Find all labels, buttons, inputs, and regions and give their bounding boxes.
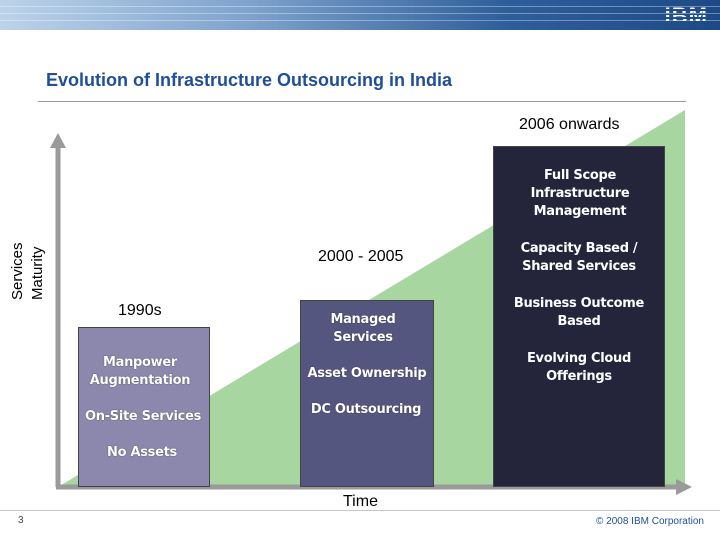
stage-item: No Assets	[107, 445, 177, 460]
era-label-1990s: 1990s	[118, 302, 162, 319]
stage-item: Asset Ownership	[307, 366, 427, 381]
page-title: Evolution of Infrastructure Outsourcing in India	[46, 70, 453, 90]
y-axis-label: Services Maturity	[9, 242, 46, 300]
stage-item: Capacity Based / Shared Services	[520, 241, 638, 274]
y-axis-arrowhead	[50, 133, 66, 148]
stage-2000-2005	[300, 300, 434, 487]
copyright-notice: © 2008 IBM Corporation	[596, 516, 704, 527]
stage-2006-onwards	[493, 146, 665, 487]
page-number: 3	[18, 515, 24, 526]
stage-item: Full Scope Infrastructure Management	[530, 168, 630, 219]
era-label-2000-2005: 2000 - 2005	[318, 248, 404, 265]
stage-1990s	[78, 327, 210, 487]
footer-divider	[0, 510, 720, 511]
stage-item: Managed Services	[330, 312, 396, 345]
x-axis-label: Time	[343, 493, 378, 510]
stage-item: Manpower Augmentation	[89, 355, 191, 388]
stage-item: On-Site Services	[84, 409, 202, 424]
stage-item: DC Outsourcing	[310, 402, 422, 417]
stage-item: Business Outcome Based	[513, 296, 645, 329]
stage-item: Evolving Cloud Offerings	[526, 351, 632, 384]
era-label-2006-onwards: 2006 onwards	[519, 116, 620, 133]
ibm-logo: IBM	[664, 3, 708, 28]
